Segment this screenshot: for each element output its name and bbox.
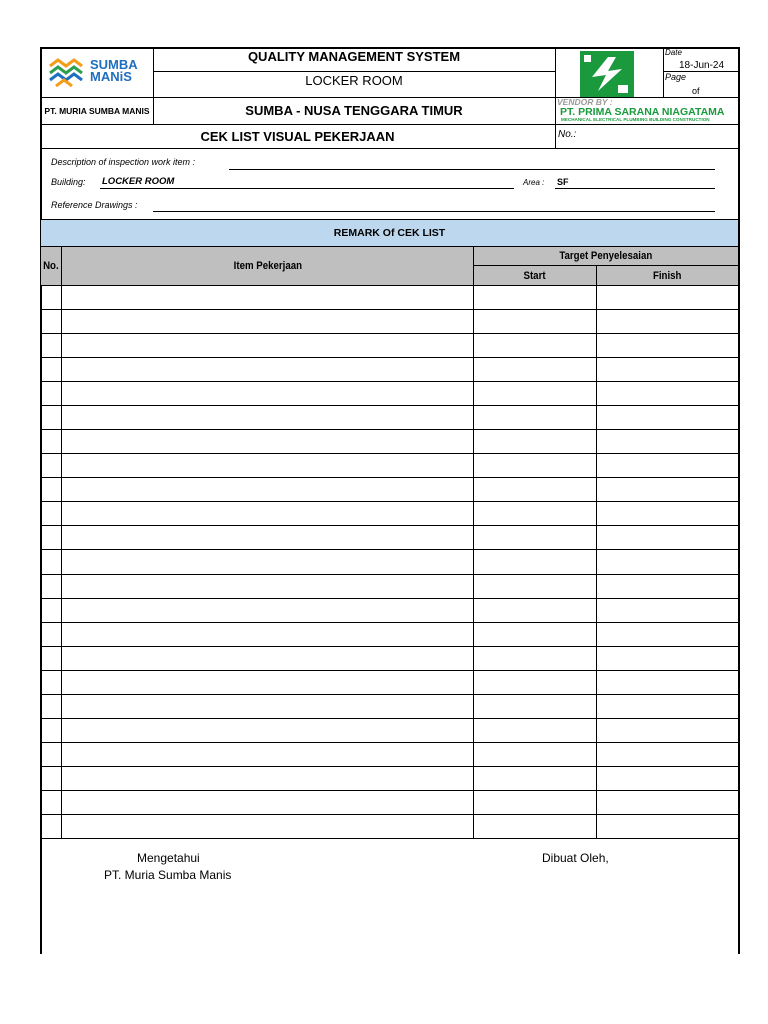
col-finish-header: [597, 266, 738, 285]
row-item-cell[interactable]: [62, 358, 473, 381]
row-item-cell[interactable]: [62, 743, 473, 766]
building-value[interactable]: LOCKER ROOM: [102, 176, 175, 187]
row-finish-cell[interactable]: [597, 310, 738, 333]
row-finish-cell[interactable]: [597, 550, 738, 573]
col-target-header: [474, 247, 738, 265]
row-no-cell[interactable]: [41, 575, 61, 598]
row-finish-cell[interactable]: [597, 575, 738, 598]
row-finish-cell[interactable]: [597, 334, 738, 357]
title-location: SUMBA - NUSA TENGGARA TIMUR: [245, 102, 463, 118]
row-finish-cell[interactable]: [597, 695, 738, 718]
row-start-cell[interactable]: [474, 478, 596, 501]
row-item-cell[interactable]: [62, 406, 473, 429]
col-finish-label: Finish: [653, 269, 682, 282]
lightning-icon: [580, 51, 634, 97]
company-logo: [46, 56, 150, 90]
row-no-cell[interactable]: [41, 406, 61, 429]
area-label: Area :: [523, 178, 545, 187]
row-start-cell[interactable]: [474, 743, 596, 766]
row-finish-cell[interactable]: [597, 647, 738, 670]
row-item-cell[interactable]: [62, 550, 473, 573]
row-no-cell[interactable]: [41, 286, 61, 309]
row-start-cell[interactable]: [474, 695, 596, 718]
row-no-cell[interactable]: [41, 695, 61, 718]
row-finish-cell[interactable]: [597, 526, 738, 549]
row-start-cell[interactable]: [474, 550, 596, 573]
title-system: QUALITY MANAGEMENT SYSTEM: [247, 48, 461, 64]
row-item-cell[interactable]: [62, 502, 473, 525]
vendor-logo: [580, 51, 634, 97]
row-start-cell[interactable]: [474, 791, 596, 814]
row-item-cell[interactable]: [62, 334, 473, 357]
page-of: of: [692, 86, 700, 96]
row-no-cell[interactable]: [41, 599, 61, 622]
row-item-cell[interactable]: [62, 478, 473, 501]
row-no-cell[interactable]: [41, 310, 61, 333]
row-finish-cell[interactable]: [597, 478, 738, 501]
row-finish-cell[interactable]: [597, 406, 738, 429]
logo-text-manis: MANiS: [90, 69, 132, 84]
col-start-header: [474, 266, 596, 285]
row-finish-cell[interactable]: [597, 502, 738, 525]
row-divider: [41, 838, 738, 839]
row-item-cell[interactable]: [62, 767, 473, 790]
row-start-cell[interactable]: [474, 575, 596, 598]
row-finish-cell[interactable]: [597, 430, 738, 453]
row-start-cell[interactable]: [474, 430, 596, 453]
row-item-cell[interactable]: [62, 791, 473, 814]
logo-text-sumba: SUMBA: [90, 57, 138, 72]
row-no-cell[interactable]: [41, 334, 61, 357]
row-no-cell[interactable]: [41, 647, 61, 670]
row-finish-cell[interactable]: [597, 719, 738, 742]
page-label: Page: [665, 72, 687, 82]
vendor-label: VENDOR BY :: [557, 97, 613, 107]
row-item-cell[interactable]: [62, 623, 473, 646]
signature-left-company: PT. Muria Sumba Manis: [104, 868, 232, 882]
row-start-cell[interactable]: [474, 623, 596, 646]
row-start-cell[interactable]: [474, 286, 596, 309]
description-label: Description of inspection work item :: [51, 157, 196, 167]
row-start-cell[interactable]: [474, 382, 596, 405]
row-start-cell[interactable]: [474, 334, 596, 357]
row-item-cell[interactable]: [62, 695, 473, 718]
col-target-label: Target Penyelesaian: [559, 250, 653, 262]
row-no-cell[interactable]: [41, 502, 61, 525]
row-no-cell[interactable]: [41, 671, 61, 694]
checklist-title: CEK LIST VISUAL PEKERJAAN: [200, 128, 395, 144]
row-item-cell[interactable]: [62, 310, 473, 333]
row-no-cell[interactable]: [41, 478, 61, 501]
vendor-name: PT. PRIMA SARANA NIAGATAMA: [560, 106, 725, 118]
reference-label: Reference Drawings :: [51, 200, 138, 210]
row-item-cell[interactable]: [62, 526, 473, 549]
row-finish-cell[interactable]: [597, 599, 738, 622]
row-no-cell[interactable]: [41, 454, 61, 477]
signature-left-label: Mengetahui: [137, 851, 200, 865]
row-start-cell[interactable]: [474, 647, 596, 670]
row-item-cell[interactable]: [62, 647, 473, 670]
row-no-cell[interactable]: [41, 743, 61, 766]
row-start-cell[interactable]: [474, 815, 596, 838]
row-start-cell[interactable]: [474, 502, 596, 525]
row-finish-cell[interactable]: [597, 671, 738, 694]
row-item-cell[interactable]: [62, 671, 473, 694]
row-start-cell[interactable]: [474, 599, 596, 622]
row-no-cell[interactable]: [41, 358, 61, 381]
row-finish-cell[interactable]: [597, 358, 738, 381]
description-field[interactable]: [229, 155, 715, 169]
row-item-cell[interactable]: [62, 575, 473, 598]
row-start-cell[interactable]: [474, 719, 596, 742]
row-finish-cell[interactable]: [597, 286, 738, 309]
row-finish-cell[interactable]: [597, 767, 738, 790]
row-no-cell[interactable]: [41, 382, 61, 405]
row-no-cell[interactable]: [41, 767, 61, 790]
reference-field[interactable]: [153, 198, 715, 211]
row-no-cell[interactable]: [41, 815, 61, 838]
building-label: Building:: [51, 177, 86, 187]
row-no-cell[interactable]: [41, 719, 61, 742]
col-no-header: [41, 247, 61, 285]
col-item-label: Item Pekerjaan: [233, 260, 302, 272]
row-start-cell[interactable]: [474, 671, 596, 694]
no-label: No.:: [558, 129, 577, 140]
row-finish-cell[interactable]: [597, 791, 738, 814]
row-start-cell[interactable]: [474, 526, 596, 549]
row-no-cell[interactable]: [41, 623, 61, 646]
company-name: PT. MURIA SUMBA MANIS: [44, 106, 150, 116]
col-no-label: No.: [43, 260, 59, 272]
row-finish-cell[interactable]: [597, 815, 738, 838]
title-room: LOCKER ROOM: [305, 73, 403, 88]
row-finish-cell[interactable]: [597, 743, 738, 766]
row-no-cell[interactable]: [41, 430, 61, 453]
remark-header: REMARK Of CEK LIST: [41, 220, 738, 246]
row-item-cell[interactable]: [62, 454, 473, 477]
row-start-cell[interactable]: [474, 310, 596, 333]
row-start-cell[interactable]: [474, 406, 596, 429]
row-no-cell[interactable]: [41, 526, 61, 549]
vendor-tagline: MECHANICAL ELECTRICAL PLUMBING BUILDING CONSTRUCTION: [561, 117, 710, 122]
row-item-cell[interactable]: [62, 430, 473, 453]
date-value: 18-Jun-24: [679, 60, 725, 71]
row-start-cell[interactable]: [474, 454, 596, 477]
row-finish-cell[interactable]: [597, 382, 738, 405]
col-start-label: Start: [523, 269, 547, 282]
row-no-cell[interactable]: [41, 550, 61, 573]
row-item-cell[interactable]: [62, 382, 473, 405]
area-value[interactable]: SF: [557, 177, 569, 187]
row-item-cell[interactable]: [62, 815, 473, 838]
row-start-cell[interactable]: [474, 767, 596, 790]
row-finish-cell[interactable]: [597, 623, 738, 646]
row-item-cell[interactable]: [62, 719, 473, 742]
row-no-cell[interactable]: [41, 791, 61, 814]
col-item-header: [62, 247, 473, 285]
row-finish-cell[interactable]: [597, 454, 738, 477]
row-start-cell[interactable]: [474, 358, 596, 381]
row-item-cell[interactable]: [62, 599, 473, 622]
row-item-cell[interactable]: [62, 286, 473, 309]
signature-right-label: Dibuat Oleh,: [542, 851, 609, 865]
date-label: Date: [665, 48, 682, 57]
logo-mark-icon: [46, 56, 88, 90]
